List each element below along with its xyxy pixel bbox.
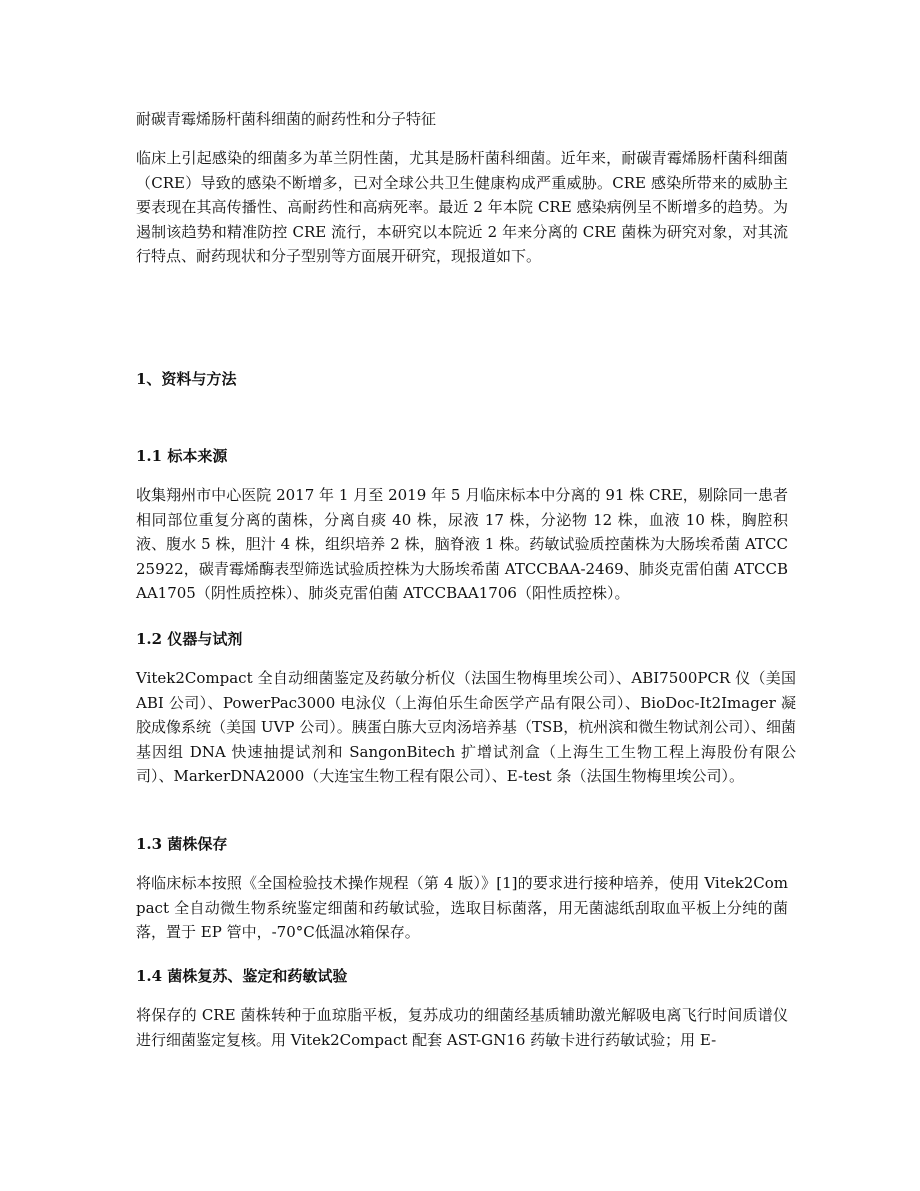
section-paragraph-1-3: 将临床标本按照《全国检验技术操作规程（第 4 版）》[1]的要求进行接种培养，使用 Vitek2Compact 全自动微生物系统鉴定细菌和药敏试验，选取目标菌落，用无菌滤纸刮取血平板上分纯的菌落，置于 EP 管中，-70°C低温冰箱保存。 xyxy=(136,874,788,942)
section-heading-1-4: 1.4 菌株复苏、鉴定和药敏试验 xyxy=(136,967,348,985)
section-heading-1-1: 1.1 标本来源 xyxy=(136,447,228,465)
section-paragraph-1-2: Vitek2Compact 全自动细菌鉴定及药敏分析仪（法国生物梅里埃公司）、ABI7500PCR 仪（美国 ABI 公司）、PowerPac3000 电泳仪（上海伯乐生命医学产品有限公司）、BioDoc-It2Imager 凝胶成像系统（美国 UVP 公司）。胰蛋白胨大豆肉汤培养基（TSB，杭州滨和微生物试剂公司）、细菌基因组 DNA 快速抽提试剂和 SangonBitech 扩增试剂盒（上海生工生物工程上海股份有限公司）、MarkerDNA2000（大连宝生物工程有限公司）、E-test 条（法国生物梅里埃公司）。 xyxy=(136,669,796,786)
section-heading-1-3: 1.3 菌株保存 xyxy=(136,835,228,853)
section-paragraph-1-4: 将保存的 CRE 菌株转种于血琼脂平板，复苏成功的细菌经基质辅助激光解吸电离飞行时间质谱仪进行细菌鉴定复核。用 Vitek2Compact 配套 AST-GN16 药敏卡进行药敏试验；用 E- xyxy=(136,1006,788,1049)
intro-paragraph: 临床上引起感染的细菌多为革兰阴性菌，尤其是肠杆菌科细菌。近年来，耐碳青霉烯肠杆菌科细菌（CRE）导致的感染不断增多，已对全球公共卫生健康构成严重威胁。CRE 感染所带来的威胁主要表现在其高传播性、高耐药性和高病死率。最近 2 年本院 CRE 感染病例呈不断增多的趋势。为遏制该趋势和精准防控 CRE 流行，本研究以本院近 2 年来分离的 CRE 菌株为研究对象，对其流行特点、耐药现状和分子型别等方面展开研究，现报道如下。 xyxy=(136,149,788,266)
paper-title: 耐碳青霉烯肠杆菌科细菌的耐药性和分子特征 xyxy=(136,110,437,128)
section-heading-1: 1、资料与方法 xyxy=(136,370,237,388)
section-heading-1-2: 1.2 仪器与试剂 xyxy=(136,630,243,648)
section-paragraph-1-1: 收集翔州市中心医院 2017 年 1 月至 2019 年 5 月临床标本中分离的 91 株 CRE，剔除同一患者相同部位重复分离的菌株，分离自痰 40 株，尿液 17 株，分泌物 12 株，血液 10 株，胸腔积液、腹水 5 株，胆汁 4 株，组织培养 2 株，脑脊液 1 株。药敏试验质控菌株为大肠埃希菌 ATCC25922，碳青霉烯酶表型筛选试验质控株为大肠埃希菌 ATCCBAA-2469、肺炎克雷伯菌 ATCCBAA1705（阴性质控株）、肺炎克雷伯菌 ATCCBAA1706（阳性质控株）。 xyxy=(136,486,788,603)
